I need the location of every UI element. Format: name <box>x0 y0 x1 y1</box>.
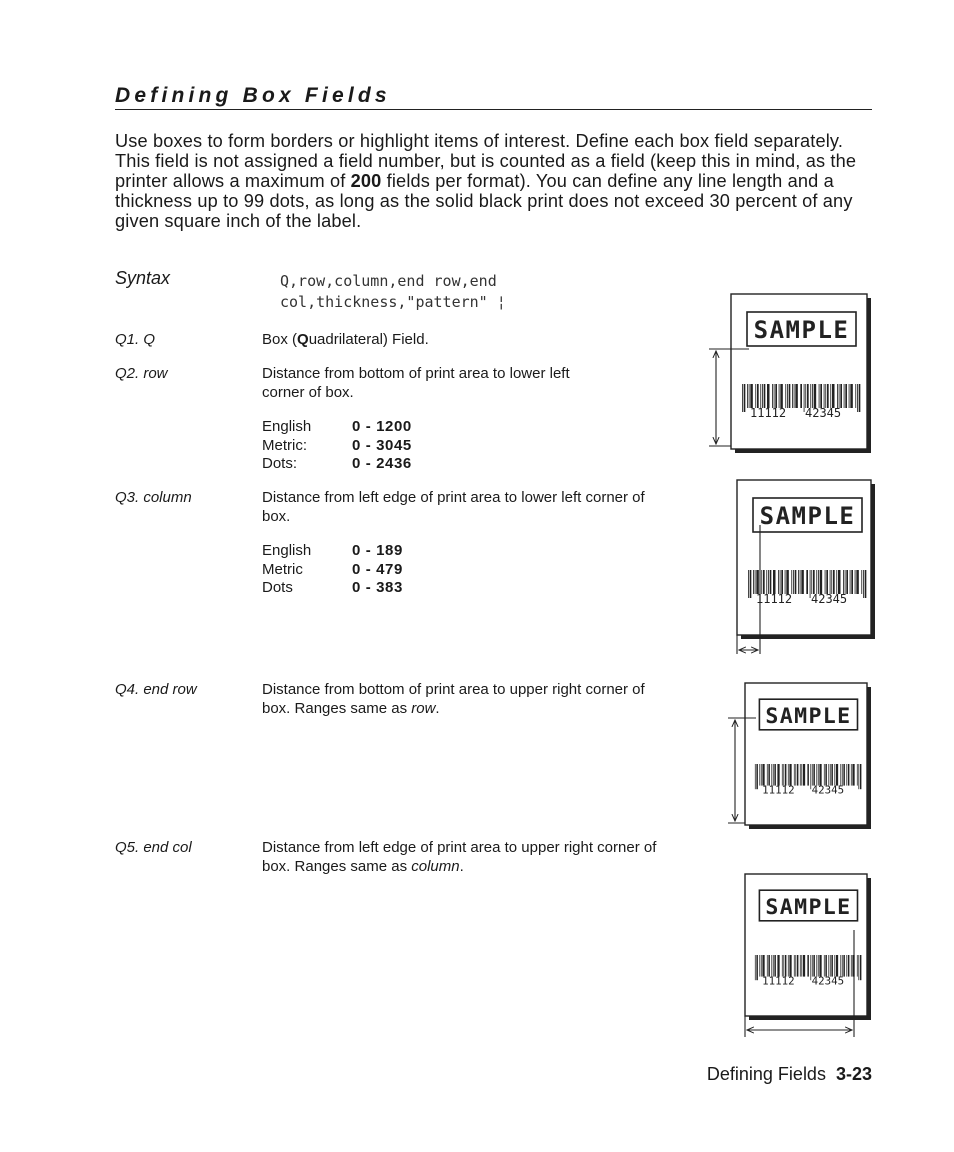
barcode-bar <box>774 384 775 408</box>
barcode-bar <box>850 384 853 408</box>
barcode-bar <box>750 570 752 598</box>
barcode-bar <box>791 570 792 594</box>
barcode-bar <box>795 570 797 594</box>
barcode-bar <box>852 764 854 786</box>
barcode-number-right: 42345 <box>805 406 842 420</box>
barcode-bar <box>834 955 835 977</box>
barcode-bar <box>800 764 801 786</box>
range-unit: Dots <box>262 579 293 596</box>
barcode-bar <box>771 764 772 786</box>
barcode-bar <box>775 384 777 408</box>
sample-label <box>731 294 871 453</box>
barcode-bar <box>768 764 770 786</box>
range-unit: Dots: <box>262 455 298 472</box>
barcode-bar <box>849 384 850 408</box>
range-value: 0 - 189 <box>352 542 403 559</box>
barcode-bar <box>783 955 784 977</box>
barcode-bar <box>793 570 794 594</box>
barcode-bar <box>824 955 825 977</box>
barcode-bar <box>767 384 770 408</box>
barcode-bar <box>807 955 809 977</box>
range-unit: English <box>262 542 312 559</box>
barcode-number-left: 11112 <box>762 783 795 797</box>
barcode-bar <box>836 764 838 786</box>
param-q1-label: Q1. Q <box>115 331 156 348</box>
barcode-bar <box>761 764 762 786</box>
section-title: Defining Box Fields <box>115 84 391 107</box>
barcode-bar <box>795 764 796 786</box>
barcode-bar <box>777 764 779 786</box>
barcode-bar <box>859 384 861 412</box>
barcode-bar <box>846 764 847 786</box>
barcode-bar <box>762 955 764 977</box>
range-value: 0 - 2436 <box>352 455 412 472</box>
barcode-bar <box>774 764 776 786</box>
barcode-bar <box>844 384 845 408</box>
barcode-bar <box>834 764 835 786</box>
barcode-bar <box>773 955 774 977</box>
barcode-bar <box>824 384 825 408</box>
barcode-bar <box>810 384 811 408</box>
barcode-bar <box>858 764 859 789</box>
barcode-bar <box>865 570 867 598</box>
barcode-bar <box>766 570 767 594</box>
barcode-bar <box>850 570 851 594</box>
barcode-bar <box>851 764 852 786</box>
barcode-bar <box>768 955 770 977</box>
barcode-bar <box>794 764 795 786</box>
barcode-bar <box>794 384 795 408</box>
barcode-bar <box>801 764 802 786</box>
barcode-bar <box>785 570 786 594</box>
barcode-bar <box>824 764 825 786</box>
barcode-bar <box>831 570 832 594</box>
barcode-bar <box>818 570 819 594</box>
barcode-bar <box>785 764 787 786</box>
sample-label <box>745 874 871 1020</box>
intro-text-start: Use boxes to form borders or highlight items of interest. Define each box field separately. This field is not assigned a field number, but is counted as a field (keep this in mind, as the printer allows a maximum of <box>115 131 857 191</box>
barcode-bar <box>820 384 822 408</box>
barcode-bar <box>826 570 828 594</box>
barcode-bar <box>788 955 789 977</box>
barcode-bar <box>781 570 783 594</box>
barcode-bar <box>767 955 768 977</box>
barcode-bar <box>785 955 787 977</box>
range-value: 0 - 1200 <box>352 418 412 435</box>
barcode-bar <box>838 570 841 594</box>
barcode-bar <box>795 955 796 977</box>
barcode-bar <box>833 570 835 594</box>
barcode-bar <box>794 955 795 977</box>
barcode-bar <box>837 384 838 408</box>
barcode-bar <box>812 384 813 408</box>
barcode-bar <box>843 570 844 594</box>
sample-label <box>737 480 875 639</box>
q4-desc-italic: row <box>411 699 436 717</box>
barcode-bar <box>825 955 827 977</box>
barcode-bar <box>843 955 845 977</box>
barcode-bar <box>800 384 802 408</box>
barcode-bar <box>772 384 773 408</box>
range-unit: English <box>262 418 312 435</box>
barcode-bar <box>768 570 769 594</box>
barcode-bar <box>840 764 841 786</box>
barcode-bar <box>779 384 780 408</box>
sample-text: SAMPLE <box>753 316 850 345</box>
barcode-number-right: 42345 <box>811 592 848 606</box>
param-q2-desc: Distance from bottom of print area to lower left corner of box. <box>262 365 570 401</box>
barcode-bar <box>819 955 821 977</box>
barcode-bar <box>860 764 862 789</box>
barcode-bar <box>786 570 789 594</box>
barcode-bar <box>755 570 756 594</box>
range-value: 0 - 3045 <box>352 436 412 454</box>
barcode-bar <box>819 384 820 408</box>
barcode-bar <box>842 764 843 786</box>
barcode-bar <box>811 570 812 594</box>
barcode-bar <box>861 570 862 594</box>
barcode-bar <box>764 384 766 408</box>
barcode-bar <box>800 955 801 977</box>
q5-desc-end: . <box>459 857 464 875</box>
barcode-bar <box>763 570 765 594</box>
barcode-bar <box>755 384 756 408</box>
barcode-bar <box>762 764 764 786</box>
param-q3-desc: Distance from left edge of print area to lower left corner of box. <box>262 489 645 525</box>
barcode-bar <box>855 384 856 408</box>
range-unit: Metric <box>262 560 303 578</box>
barcode-bar <box>836 955 838 977</box>
barcode-bar <box>803 955 805 977</box>
barcode-bar <box>778 570 779 594</box>
q1-desc-start: Box ( <box>262 331 298 348</box>
barcode-bar <box>792 384 793 408</box>
barcode-bar <box>858 955 859 980</box>
q1-desc-bold: Q <box>297 331 309 348</box>
barcode-bar <box>748 570 749 598</box>
barcode-bar <box>825 384 826 408</box>
sample-text: SAMPLE <box>759 502 856 531</box>
barcode-bar <box>851 570 853 594</box>
barcode-bar <box>756 955 758 980</box>
barcode-bar <box>797 764 799 786</box>
barcode-bar <box>757 384 759 408</box>
barcode-bar <box>812 955 813 977</box>
q5-desc-text: Distance from left edge of print area to upper right corner of box. Ranges same as <box>262 839 657 875</box>
barcode-bar <box>836 570 837 594</box>
syntax-line-1: Q,row,column,end row,end <box>280 272 497 290</box>
barcode-number-left: 11112 <box>762 974 795 988</box>
barcode-bar <box>761 570 762 594</box>
barcode-bar <box>840 955 841 977</box>
barcode-bar <box>742 384 743 412</box>
barcode-bar <box>825 764 827 786</box>
barcode-bar <box>846 570 848 594</box>
barcode-bar <box>773 764 774 786</box>
barcode-bar <box>828 955 829 977</box>
param-q2-label: Q2. row <box>115 365 168 382</box>
barcode-number-left: 11112 <box>756 592 793 606</box>
barcode-bar <box>848 764 850 786</box>
syntax-line-2: col,thickness,"pattern" ¦ <box>280 293 506 311</box>
barcode-bar <box>771 955 772 977</box>
intro-text-end: fields per format). You can define any line length and a thickness up to 99 dots, as long as the solid black print does not exceed 30 percent of any given square inch of the label. <box>115 171 853 231</box>
barcode-bar <box>803 764 805 786</box>
barcode-bar <box>857 955 858 977</box>
barcode-bar <box>851 955 852 977</box>
sample-text: SAMPLE <box>765 703 852 729</box>
barcode-bar <box>857 384 858 412</box>
barcode-bar <box>797 955 799 977</box>
q4-desc-end: . <box>435 699 440 717</box>
param-q5-label: Q5. end col <box>115 839 192 856</box>
barcode-bar <box>774 955 776 977</box>
barcode-bar <box>840 384 842 408</box>
q5-desc-italic: column <box>411 857 460 875</box>
barcode-bar <box>860 955 862 980</box>
barcode-bar <box>780 570 781 594</box>
barcode-bar <box>773 570 776 594</box>
barcode-bar <box>789 384 791 408</box>
barcode-bar <box>760 384 761 408</box>
barcode-bar <box>819 764 821 786</box>
q1-desc-end: uadrilateral) Field. <box>308 331 429 348</box>
barcode-bar <box>827 384 829 408</box>
barcode-bar <box>813 764 815 786</box>
barcode-bar <box>762 384 763 408</box>
sample-label <box>745 683 871 829</box>
q4-desc-text: Distance from bottom of print area to upper right corner of box. Ranges same as <box>262 681 645 717</box>
page-number: 3-23 <box>835 1064 872 1084</box>
barcode-bar <box>785 384 786 408</box>
barcode-bar <box>805 384 806 408</box>
barcode-number-right: 42345 <box>811 974 845 988</box>
barcode-bar <box>830 384 831 408</box>
barcode-bar <box>813 955 815 977</box>
barcode-bar <box>818 764 819 786</box>
param-q4-label: Q4. end row <box>115 681 197 698</box>
barcode-bar <box>789 764 791 786</box>
barcode-bar <box>747 384 748 408</box>
barcode-bar <box>780 384 783 408</box>
barcode-bar <box>767 764 768 786</box>
barcode-bar <box>848 955 850 977</box>
barcode-number-left: 11112 <box>750 406 787 420</box>
barcode-bar <box>756 570 759 594</box>
barcode-bar <box>855 570 856 594</box>
page-footer <box>707 1064 872 1085</box>
barcode-bar <box>756 764 758 789</box>
barcode-bar <box>813 570 815 594</box>
barcode-bar <box>818 955 819 977</box>
barcode-bar <box>783 764 784 786</box>
barcode-bar <box>782 764 783 786</box>
barcode-bar <box>839 384 840 408</box>
barcode-bar <box>807 764 809 786</box>
barcode-bar <box>845 570 846 594</box>
barcode-bar <box>759 955 760 977</box>
barcode-bar <box>863 570 864 598</box>
barcode-bar <box>749 384 750 408</box>
barcode-bar <box>842 955 843 977</box>
barcode-bar <box>830 570 831 594</box>
barcode-bar <box>828 764 829 786</box>
sample-text: SAMPLE <box>765 894 852 920</box>
barcode-bar <box>800 570 801 594</box>
barcode-bar <box>845 384 847 408</box>
footer-section: Defining Fields <box>706 1064 826 1084</box>
barcode-bar <box>761 955 762 977</box>
barcode-bar <box>816 764 817 786</box>
range-value: 0 - 383 <box>352 579 403 596</box>
barcode-bar <box>830 955 831 977</box>
barcode-bar <box>843 764 845 786</box>
barcode-bar <box>788 764 789 786</box>
barcode-bar <box>814 384 817 408</box>
range-unit: Metric: <box>262 436 307 454</box>
barcode-bar <box>801 955 802 977</box>
barcode-bar <box>816 570 817 594</box>
barcode-bar <box>831 764 833 786</box>
barcode-bar <box>825 570 826 594</box>
barcode-bar <box>750 384 753 408</box>
barcode-bar <box>777 955 779 977</box>
barcode-bar <box>755 764 756 789</box>
barcode-bar <box>830 764 831 786</box>
barcode-bar <box>857 764 858 786</box>
intro-max-fields: 200 <box>350 171 382 191</box>
barcode-bar <box>816 955 817 977</box>
barcode-bar <box>831 955 833 977</box>
barcode-bar <box>846 955 847 977</box>
barcode-bar <box>832 384 835 408</box>
barcode-bar <box>798 570 799 594</box>
barcode-number-right: 42345 <box>811 783 845 797</box>
barcode-bar <box>820 570 823 594</box>
barcode-bar <box>744 384 746 412</box>
range-value: 0 - 479 <box>352 560 403 578</box>
barcode-bar <box>770 570 772 594</box>
barcode-bar <box>782 955 783 977</box>
barcode-bar <box>812 764 813 786</box>
syntax-label: Syntax <box>115 268 171 288</box>
barcode-bar <box>755 955 756 980</box>
barcode-bar <box>753 570 754 594</box>
barcode-bar <box>787 384 788 408</box>
barcode-bar <box>807 384 809 408</box>
barcode-bar <box>795 384 798 408</box>
barcode-bar <box>856 570 859 594</box>
barcode-bar <box>789 955 791 977</box>
barcode-bar <box>806 570 808 594</box>
barcode-bar <box>801 570 804 594</box>
param-q3-label: Q3. column <box>115 489 192 506</box>
barcode-bar <box>759 764 760 786</box>
